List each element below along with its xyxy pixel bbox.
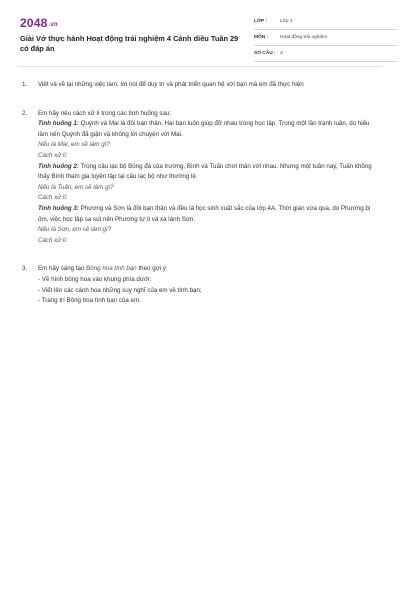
meta-key: SỐ CÂU : [254, 51, 276, 56]
situation-ask: Nếu là Mai, em sẽ làm gì? [38, 141, 110, 149]
meta-value: Hoạt động trải nghiệm [280, 35, 328, 40]
questions-list [22, 80, 378, 319]
intro-part: theo gợi ý: [136, 265, 168, 273]
situation-3 [38, 204, 378, 225]
question-body [38, 109, 378, 247]
situation-label: Tình huống 2: [38, 162, 79, 170]
logo-text: 2048 [20, 16, 48, 30]
situation-text: Quỳnh và Mai là đôi bạn thân. Hai bạn luôn giúp đỡ nhau trong học tập. Trong một lần tranh luận, do hiểu lầm nên Quỳnh đã giận và không lời chuyện với Mai. [38, 120, 370, 138]
meta-value: 3 [280, 51, 283, 56]
question-1 [22, 80, 378, 91]
document-header [18, 14, 382, 64]
header-divider [18, 66, 382, 67]
situation-2 [38, 162, 378, 183]
question-number: 1. [22, 81, 28, 88]
situation-handle: Cách xử lí: [38, 236, 68, 244]
question-number: 2. [22, 109, 28, 117]
situation-1 [38, 119, 378, 140]
question-number: 3. [22, 265, 28, 273]
document-title: Giải Vở thực hành Hoạt động trải nghiệm 4 Cánh diều Tuần 29 có đáp án [20, 34, 239, 53]
situation-label: Tình huống 1: [38, 120, 79, 128]
question-3 [22, 264, 378, 306]
bullet-item: - Trang trí Bông hoa tình bạn của em. [38, 297, 141, 305]
situation-handle: Cách xử lí: [38, 194, 68, 202]
situation-handle: Cách xử lí: [38, 151, 68, 159]
meta-key: MÔN : [254, 35, 269, 40]
bullet-item: - Viết lên các cánh hoa những suy nghĩ của em về tình bạn; [38, 286, 202, 294]
meta-row-class [254, 14, 398, 30]
meta-key: LỚP : [254, 19, 268, 24]
situation-ask: Nếu là Sơn, em sẽ làm gì? [38, 226, 112, 234]
situation-ask: Nếu là Tuấn, em sẽ làm gì? [38, 183, 114, 191]
situation-text: Phương và Sơn là đôi bạn thân và đều là học sinh xuất sắc của lớp 4A. Thời gian vừa qua, do Phương bị ốm, việc học tập sa sút nên Phương tự ti và xa lánh Sơn. [38, 204, 371, 223]
meta-row-count [254, 46, 398, 62]
meta-table [254, 14, 398, 62]
bullet-item: - Vẽ hình bông hoa vào khung phía dưới; [38, 275, 152, 283]
intro-emphasis: Bông hoa tình bạn [86, 265, 137, 273]
site-logo[interactable] [20, 16, 58, 30]
situation-text: Trong câu lạc bộ Bóng đá của trường, Bình và Tuấn chơi thân với nhau. Nhưng một tuần nay, Tuấn không thấy Bình tham gia luyện tập tại câu lạc bộ như thường lệ. [38, 162, 372, 181]
question-text: Viết và vẽ lại những việc làm, lời nói để duy trì và phát triển quan hệ với bạn mà em đã thực hiện [38, 81, 304, 88]
question-intro: Em hãy nêu cách xử lí trong các tình huống sau: [38, 109, 172, 117]
meta-row-subject [254, 30, 398, 46]
question-2 [22, 109, 378, 247]
logo-suffix: .vn [48, 22, 58, 28]
intro-part: Em hãy sáng tạo [38, 265, 87, 273]
meta-value: Lớp 4 [280, 19, 293, 24]
question-intro [38, 264, 378, 275]
situation-label: Tình huống 3: [38, 204, 79, 212]
question-body [38, 264, 378, 306]
